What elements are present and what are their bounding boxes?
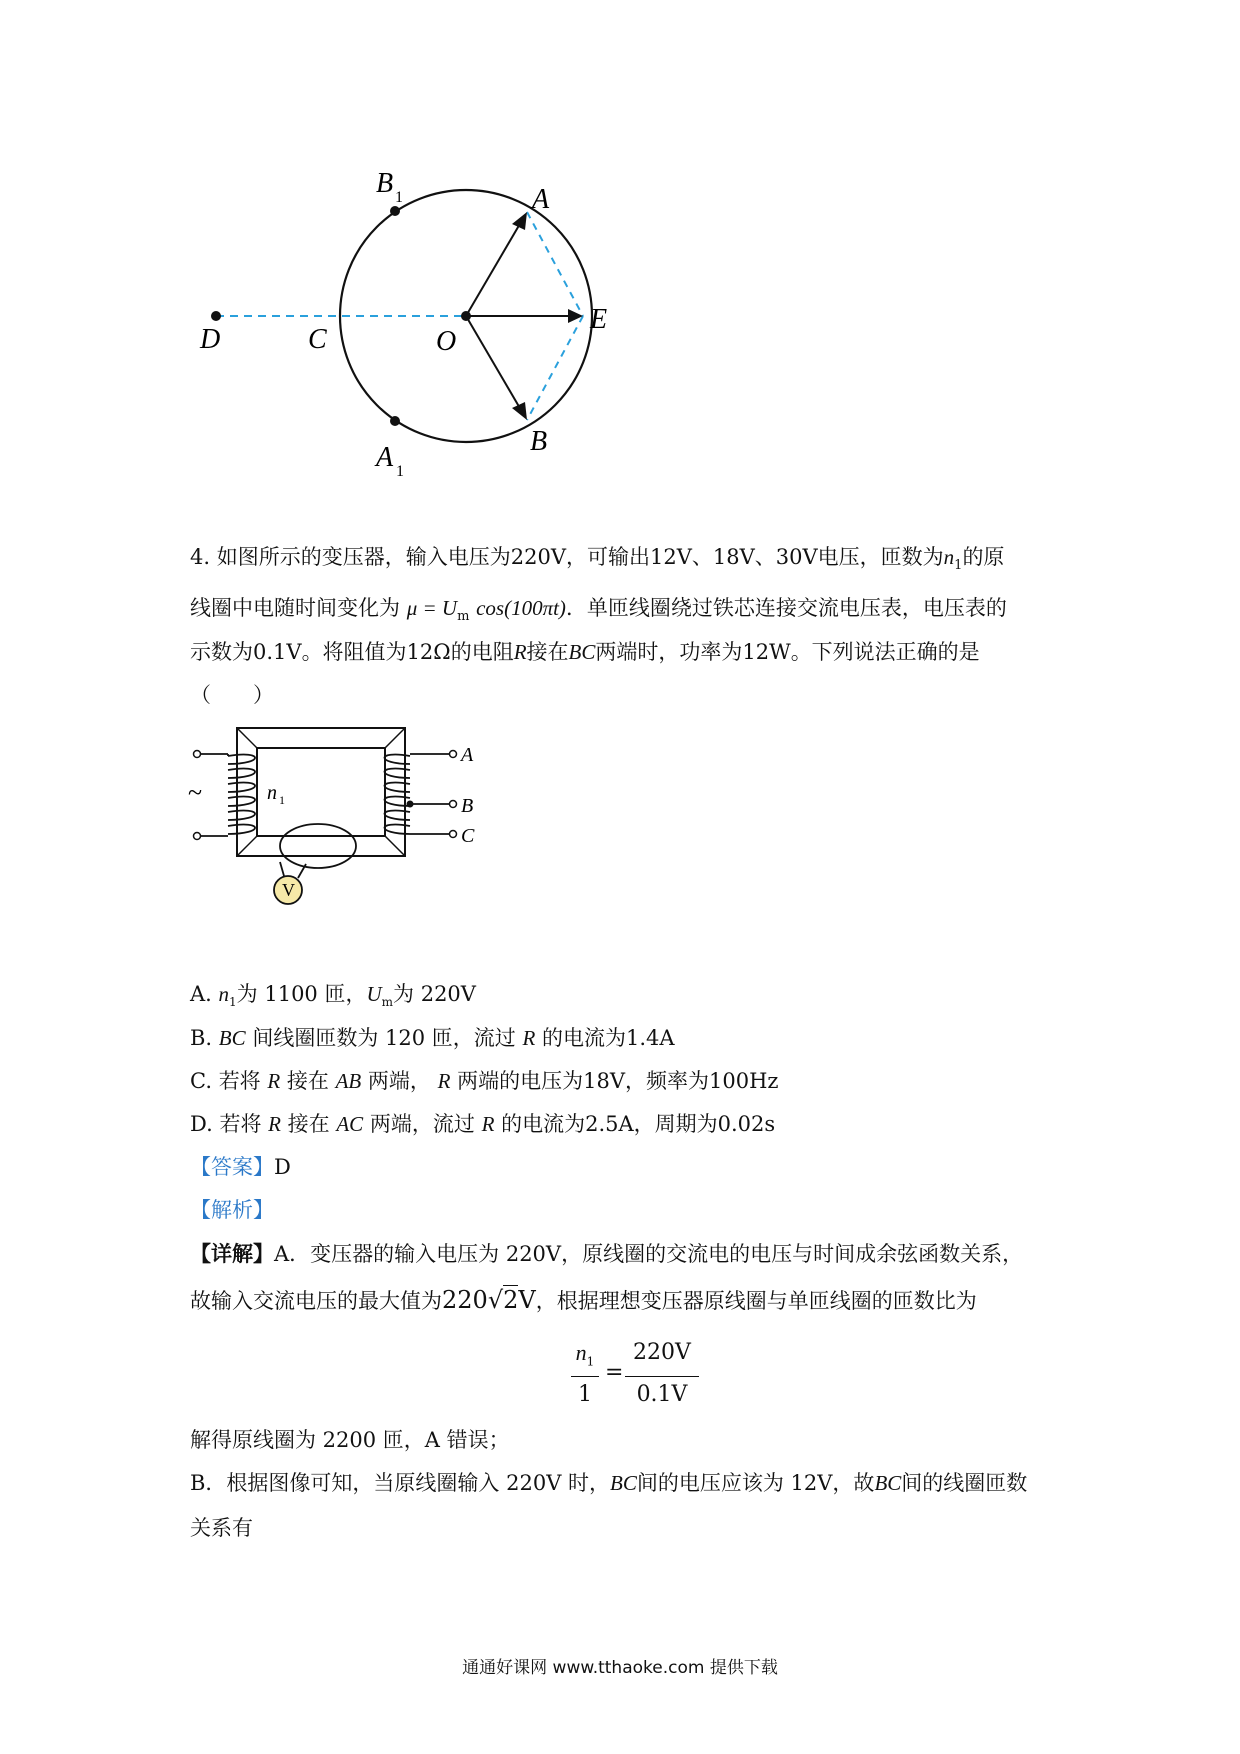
formula-mu: μ = U	[406, 596, 458, 620]
var-bc: BC	[218, 1026, 246, 1050]
label-b: B	[461, 795, 474, 817]
voltmeter-label: V	[282, 880, 295, 900]
core-bevel	[385, 728, 405, 748]
frac-right-num: 220V	[633, 1340, 691, 1365]
label-c: C	[308, 324, 327, 355]
question-text: 的电阻	[450, 640, 514, 664]
option-prefix: A.	[190, 982, 212, 1006]
vector-oa	[466, 222, 521, 316]
option-a	[190, 979, 476, 1017]
transformer-diagram	[180, 718, 500, 938]
question-text: 电压，匝数为	[817, 545, 944, 569]
option-prefix: C.	[190, 1069, 212, 1093]
option-text: 接在	[287, 1112, 330, 1136]
option-text: 间线圈匝数为 120 匝，流过	[252, 1026, 516, 1050]
var-bc: BC	[568, 640, 596, 664]
point-a1	[390, 416, 400, 426]
frac-left-num	[573, 1340, 597, 1368]
frac-right-den: 0.1V	[636, 1382, 688, 1407]
detail-text: 间的电压应该为 12V，故	[636, 1471, 875, 1495]
voltmeter-lead	[280, 862, 284, 876]
frac-left-den: 1	[578, 1382, 592, 1407]
terminal-a	[450, 751, 457, 758]
answer-line	[190, 1152, 291, 1182]
detail-line-5: 关系有	[190, 1516, 253, 1540]
frac-bar-left	[571, 1376, 599, 1377]
value-30v: 30V	[775, 545, 818, 569]
label-a1: A	[376, 442, 394, 473]
var-bc: BC	[874, 1471, 902, 1495]
var-r: R	[268, 1112, 281, 1136]
label-d: D	[200, 324, 221, 355]
question-text: 示数为	[190, 640, 253, 664]
terminal-c	[450, 831, 457, 838]
ac-source-symbol: ~	[188, 778, 203, 807]
question-text: 接在	[526, 640, 569, 664]
var-r: R	[481, 1112, 495, 1136]
option-d	[190, 1109, 775, 1139]
separator: 、	[691, 545, 713, 569]
detail-line-1	[190, 1239, 1023, 1269]
vector-ob	[466, 316, 521, 410]
var-r: R	[267, 1069, 281, 1093]
value-220v: 220V	[510, 545, 566, 569]
core-bevel	[237, 728, 257, 748]
tap-dot-b	[407, 801, 414, 808]
question-text: ，可输出	[565, 545, 650, 569]
option-text: 接在	[286, 1069, 329, 1093]
analysis-line	[190, 1195, 274, 1225]
detail-text: 间的线圈匝数	[901, 1471, 1028, 1495]
subscript: m	[457, 609, 470, 625]
label-b1: B	[376, 168, 394, 199]
label-a1-sub: 1	[396, 463, 404, 480]
detail-line-3: 解得原线圈为 2200 匝，A 错误；	[190, 1428, 510, 1452]
var-r: R	[437, 1069, 451, 1093]
question-text: 。下列说法正确的是	[790, 640, 980, 664]
option-b	[190, 1023, 675, 1053]
question-line-1	[190, 542, 1004, 581]
point-b1	[390, 206, 400, 216]
question-text: 如图所示的变压器，输入电压为	[216, 545, 511, 569]
subscript: m	[381, 995, 394, 1010]
label-n1: n	[267, 782, 277, 804]
question-text: 。将阻值为	[301, 640, 407, 664]
question-text: ．单匝线圈绕过铁芯连接交流电压表，电压表的	[565, 596, 1007, 620]
label-e: E	[590, 304, 608, 335]
option-text: 两端，	[367, 1069, 431, 1093]
answer-value: D	[274, 1155, 291, 1179]
var-ac: AC	[336, 1112, 364, 1136]
page-footer: 通通好课网 www.tthaoke.com 提供下载	[462, 1658, 778, 1678]
option-prefix: B.	[190, 1026, 213, 1050]
option-text: 的电流为1.4A	[541, 1026, 675, 1050]
terminal-b	[450, 801, 457, 808]
question-text: 两端时，功率为	[595, 640, 743, 664]
point-d	[211, 311, 221, 321]
label-b1-sub: 1	[395, 189, 403, 206]
secondary-coil	[385, 755, 411, 834]
subscript: 1	[229, 995, 237, 1010]
label-c: C	[461, 825, 475, 847]
option-c	[190, 1066, 778, 1096]
var-n: n	[943, 545, 955, 569]
input-terminal-top	[194, 751, 201, 758]
option-text: 若将	[218, 1069, 261, 1093]
sqrt-2: 2	[503, 1286, 519, 1314]
core-bevel	[237, 836, 257, 856]
label-o: O	[436, 326, 457, 357]
var-u: U	[366, 982, 382, 1006]
question-text: 线圈中电随时间变化为	[190, 596, 400, 620]
point-o	[461, 311, 471, 321]
core-bevel	[385, 836, 405, 856]
detail-line-2: 故输入交流电压的最大值为220√2V，根据理想变压器原线圈与单匝线圈的匝数比为	[190, 1286, 977, 1314]
detail-line-4	[190, 1468, 1027, 1498]
frac-bar-right	[625, 1376, 699, 1377]
subscript: 1	[954, 558, 963, 574]
arrowhead-a	[512, 212, 527, 230]
option-prefix: D.	[190, 1112, 213, 1136]
unit-v: V	[518, 1286, 536, 1314]
option-text: 的电流为2.5A，周期为0.02s	[501, 1112, 776, 1136]
var-r: R	[522, 1026, 536, 1050]
label-a: A	[461, 744, 474, 766]
var-r: R	[513, 640, 527, 664]
value-220: 220	[442, 1286, 488, 1314]
equals-sign: =	[605, 1360, 624, 1385]
answer-paren: （ ）	[190, 683, 274, 707]
option-text: 两端，流过	[369, 1112, 475, 1136]
question-line-2	[190, 593, 1007, 632]
arrowhead-b	[512, 402, 527, 420]
option-text: 为 220V	[393, 982, 476, 1006]
detail-text: ，根据理想变压器原线圈与单匝线圈的匝数比为	[535, 1289, 977, 1313]
separator: 、	[754, 545, 776, 569]
input-terminal-bottom	[194, 833, 201, 840]
question-line-3	[190, 637, 980, 667]
detail-text: A．变压器的输入电压为 220V，原线圈的交流电的电压与时间成余弦函数关系，	[274, 1242, 1024, 1266]
primary-coil	[228, 754, 255, 834]
detail-text: 故输入交流电压的最大值为	[190, 1289, 442, 1313]
question-number: 4.	[190, 545, 211, 569]
option-text: 若将	[219, 1112, 262, 1136]
question-text: 的原	[962, 545, 1005, 569]
value-12ohm: 12Ω	[406, 640, 451, 664]
var-n: n	[218, 982, 230, 1006]
value-18v: 18V	[712, 545, 755, 569]
var-bc: BC	[610, 1471, 637, 1495]
formula-cos: cos(100πt)	[476, 596, 566, 620]
value-12v: 12V	[649, 545, 692, 569]
detail-tag: 【详解】	[190, 1241, 274, 1266]
label-a: A	[532, 184, 550, 215]
value-12w: 12W	[742, 640, 791, 664]
value-0-1v: 0.1V	[253, 640, 302, 664]
circle-diagram	[180, 150, 640, 490]
detail-text: B．根据图像可知，当原线圈输入 220V 时，	[190, 1471, 611, 1495]
label-n1-sub: 1	[279, 793, 285, 807]
var-ab: AB	[335, 1069, 362, 1093]
analysis-tag: 【解析】	[190, 1198, 274, 1222]
option-text: 为 1100 匝，	[236, 982, 367, 1006]
option-text: 两端的电压为18V，频率为100Hz	[457, 1069, 779, 1093]
label-b: B	[530, 426, 548, 457]
var-n: n	[575, 1340, 587, 1365]
single-turn-loop	[280, 824, 356, 868]
answer-tag: 【答案】	[190, 1155, 274, 1179]
ratio-equation	[565, 1340, 705, 1420]
subscript: 1	[586, 1354, 595, 1369]
